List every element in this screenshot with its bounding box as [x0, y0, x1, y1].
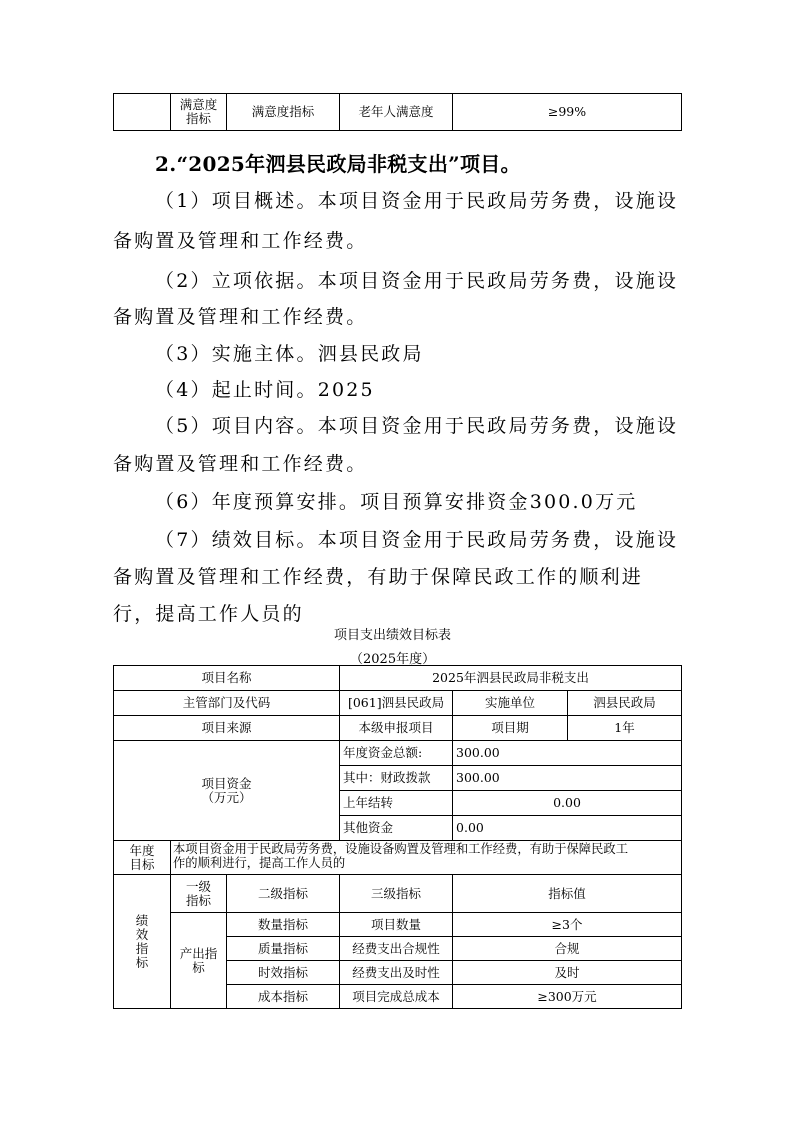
paragraph-line: （2）立项依据。本项目资金用于民政局劳务费，设施设	[155, 270, 679, 292]
paragraph-line: （5）项目内容。本项目资金用于民政局劳务费，设施设	[155, 415, 679, 437]
annual-goal-text-line1: 本项目资金用于民政局劳务费，设施设备购置及管理和工作经费，有助于保障民政工	[173, 842, 628, 856]
annual-goal-label	[114, 841, 171, 875]
header-level3: 三级指标	[340, 875, 453, 913]
output-label-line1: 产出指	[179, 945, 218, 961]
funds-label-line1: 项目资金	[201, 775, 252, 791]
output-label-line2: 标	[192, 959, 205, 975]
dept-label: 主管部门及代码	[114, 691, 340, 716]
indicator-level3: 项目完成总成本	[340, 985, 453, 1009]
paragraph-line: 备购置及管理和工作经费，有助于保障民政工作的顺利进	[113, 566, 644, 588]
indicator-level2: 时效指标	[227, 961, 340, 985]
paragraph-line: （7）绩效目标。本项目资金用于民政局劳务费，设施设	[155, 529, 679, 551]
indicator-level3: 经费支出及时性	[340, 961, 453, 985]
funds-row-label: 其中：财政拨款	[340, 766, 453, 791]
annual-goal-label-line2: 目标	[129, 856, 155, 872]
perf-label-char: 绩	[135, 912, 149, 928]
top-table-level3: 老年人满意度	[340, 94, 453, 131]
funds-row-value: 0.00	[453, 791, 682, 816]
output-indicator-label	[171, 913, 227, 1009]
annual-goal-text	[171, 841, 682, 875]
header-level1-line2: 指标	[185, 892, 211, 908]
paragraph-line: （3）实施主体。泗县民政局	[155, 343, 424, 365]
header-value: 指标值	[453, 875, 682, 913]
funds-label-line2: （万元）	[201, 789, 252, 805]
source-label: 项目来源	[114, 716, 340, 741]
paragraph-line: 备购置及管理和工作经费。	[113, 230, 368, 252]
funds-row-label: 上年结转	[340, 791, 453, 816]
paragraph-line: 备购置及管理和工作经费。	[113, 453, 368, 475]
paragraph-line: 备购置及管理和工作经费。	[113, 306, 368, 328]
annual-goal-label-line1: 年度	[129, 842, 155, 858]
top-table-level2: 满意度指标	[227, 94, 340, 131]
project-name-value: 2025年泗县民政局非税支出	[340, 666, 682, 691]
header-level2: 二级指标	[227, 875, 340, 913]
top-table-value: ≥99%	[453, 94, 682, 131]
period-value: 1年	[568, 716, 682, 741]
performance-table	[113, 665, 682, 1009]
perf-label-char: 指	[135, 940, 149, 956]
perf-label-char: 效	[135, 926, 149, 942]
project-name-label: 项目名称	[114, 666, 340, 691]
top-table-subcategory: 满意度指标	[171, 94, 227, 131]
section-heading: 2.“2025年泗县民政局非税支出”项目。	[155, 152, 521, 176]
indicator-level3: 项目数量	[340, 913, 453, 937]
performance-indicator-label	[114, 875, 171, 1009]
paragraph-line: 行，提高工作人员的	[113, 603, 304, 625]
funds-label	[114, 741, 340, 841]
source-value: 本级申报项目	[340, 716, 453, 741]
period-label: 项目期	[453, 716, 568, 741]
table-caption-year: （2025年度）	[350, 652, 436, 667]
indicator-value: ≥300万元	[453, 985, 682, 1009]
perf-label-char: 标	[135, 954, 149, 970]
indicator-value: 及时	[453, 961, 682, 985]
paragraph-line: （6）年度预算安排。项目预算安排资金300.0万元	[155, 491, 638, 513]
impl-unit-value: 泗县民政局	[568, 691, 682, 716]
indicator-value: 合规	[453, 937, 682, 961]
impl-unit-label: 实施单位	[453, 691, 568, 716]
paragraph-line: （1）项目概述。本项目资金用于民政局劳务费，设施设	[155, 190, 679, 212]
top-table	[113, 93, 682, 131]
indicator-value: ≥3个	[453, 913, 682, 937]
header-level1	[171, 875, 227, 913]
indicator-level2: 成本指标	[227, 985, 340, 1009]
indicator-level2: 质量指标	[227, 937, 340, 961]
top-table-blank-cell	[114, 94, 171, 131]
annual-goal-text-line2: 作的顺利进行，提高工作人员的	[173, 856, 346, 870]
table-caption-title: 项目支出绩效目标表	[334, 628, 452, 643]
indicator-level2: 数量指标	[227, 913, 340, 937]
funds-row-value: 0.00	[453, 816, 682, 841]
funds-row-value: 300.00	[453, 766, 682, 791]
funds-row-value: 300.00	[453, 741, 682, 766]
indicator-level3: 经费支出合规性	[340, 937, 453, 961]
paragraph-line: （4）起止时间。2025	[155, 379, 375, 401]
header-level1-line1: 一级	[185, 878, 211, 894]
dept-value: [061]泗县民政局	[340, 691, 453, 716]
funds-row-label: 其他资金	[340, 816, 453, 841]
funds-row-label: 年度资金总额:	[340, 741, 453, 766]
